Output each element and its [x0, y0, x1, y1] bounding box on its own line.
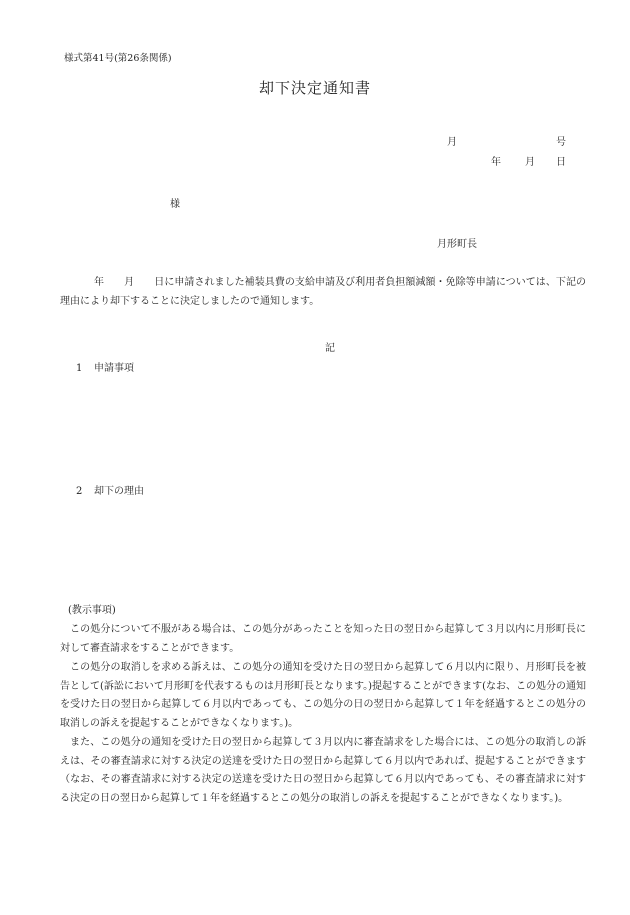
issue-date-month: 月 — [525, 157, 535, 168]
issue-date-day: 日 — [556, 157, 566, 168]
addressee-suffix: 様 — [170, 199, 180, 210]
notice-heading: (教示事項) — [68, 605, 116, 616]
notice-paragraph-1: この処分について不服がある場合は、この処分があったことを知った日の翌日から起算して３月以内に月形町長に対して審査請求をすることができます。 — [60, 624, 586, 654]
ki-label: 記 — [325, 343, 335, 354]
item-1-number: 1 — [76, 363, 83, 374]
item-1-label: 申請事項 — [94, 363, 134, 374]
notice-paragraph-2: この処分の取消しを求める訴えは、この処分の通知を受けた日の翌日から起算して６月以内に限り、月形町長を被告として(訴訟において月形町を代表するものは月形町長となります。)提起することができます(なお、この処分の通知を受けた日の翌日から起算して６月以内であっても、この処分の日の翌日から起算して１年を経過するとこの処分の取消しの訴えを提起することができなくなります。)。 — [60, 662, 586, 729]
issue-date-year: 年 — [491, 157, 501, 168]
item-2-label: 却下の理由 — [94, 486, 144, 497]
item-2-number: 2 — [76, 486, 83, 497]
notice-paragraph-3: また、この処分の通知を受けた日の翌日から起算して３月以内に審査請求をした場合には、この処分の取消しの訴えは、その審査請求に対する決定の送達を受けた日の翌日から起算して６月以内であれば、提起することができます（なお、その審査請求に対する決定の送達を受けた日の翌日から起算して６月以内であっても、その審査請求に対する決定の日の翌日から起算して１年を経過するとこの処分の取消しの訴えを提起することができなくなります。)。 — [60, 737, 586, 804]
intro-paragraph: 年 月 日に申請されました補装具費の支給申請及び利用者負担額減額・免除等申請については、下記の理由により却下することに決定しましたので通知します。 — [60, 277, 586, 307]
sender-name: 月形町長 — [437, 239, 477, 250]
document-number-label: 号 — [556, 137, 566, 148]
document-title: 却下決定通知書 — [258, 79, 371, 97]
document-number-month: 月 — [447, 137, 457, 148]
form-number: 様式第41号(第26条関係) — [64, 53, 172, 64]
